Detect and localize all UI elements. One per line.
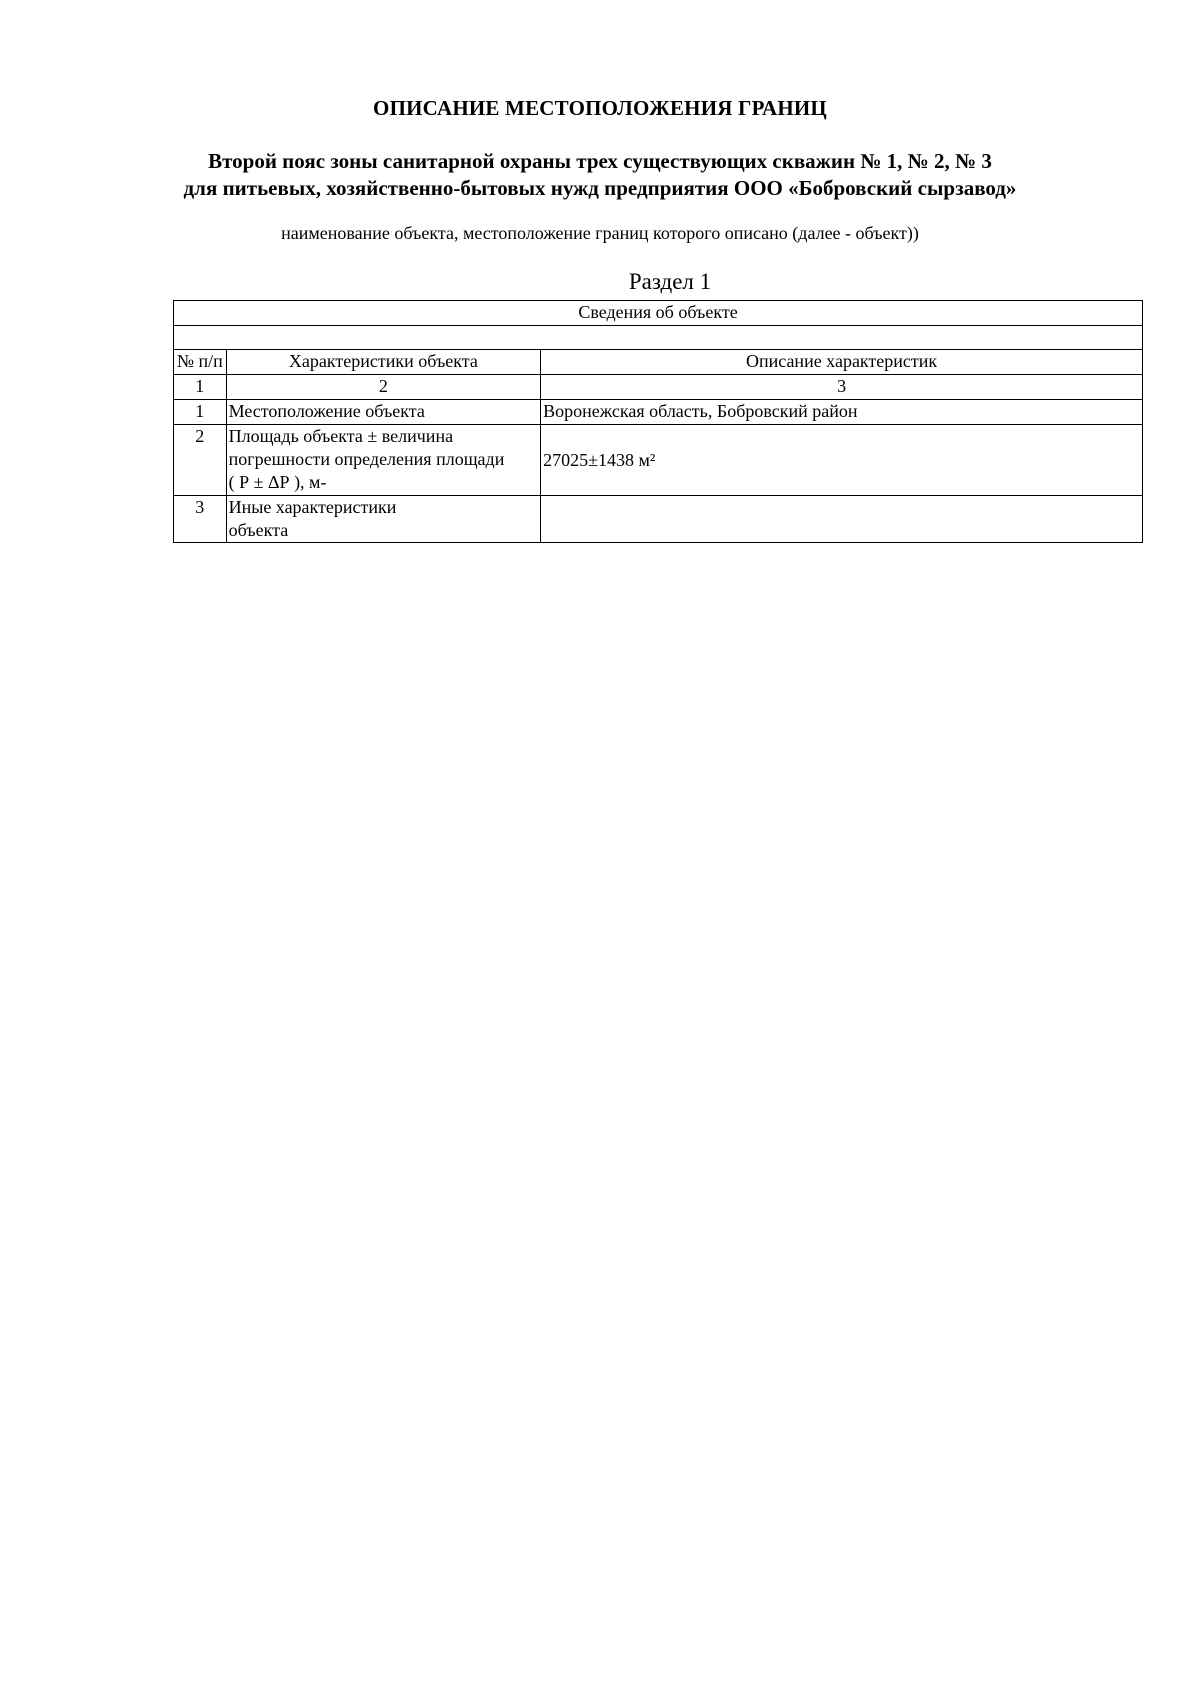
table-row	[174, 496, 1143, 543]
table-caption-row	[174, 301, 1143, 326]
table-row	[174, 400, 1143, 425]
object-info-table-container	[173, 300, 1143, 543]
table-header-row	[174, 350, 1143, 375]
header-description: Описание характеристик	[541, 350, 1143, 375]
characteristic-line: погрешности определения площади	[228, 449, 505, 469]
row-description	[541, 496, 1143, 543]
row-characteristic	[226, 496, 541, 543]
characteristic-line: объекта	[228, 520, 289, 540]
row-description: Воронежская область, Бобровский район	[541, 400, 1143, 425]
index-cell-2: 2	[226, 375, 541, 400]
table-row	[174, 425, 1143, 496]
table-blank-cell	[174, 326, 1143, 350]
characteristic-line: Площадь объекта ± величина	[228, 426, 454, 446]
subtitle-line-2: для питьевых, хозяйственно-бытовых нужд предприятия ООО «Бобровский сырзавод»	[183, 176, 1017, 200]
subtitle-line-1: Второй пояс зоны санитарной охраны трех существующих скважин № 1, № 2, № 3	[208, 149, 992, 173]
row-number: 2	[174, 425, 227, 496]
row-number: 3	[174, 496, 227, 543]
document-subtitle	[0, 148, 1200, 202]
row-characteristic	[226, 425, 541, 496]
index-cell-1: 1	[174, 375, 227, 400]
table-blank-row	[174, 326, 1143, 350]
row-number: 1	[174, 400, 227, 425]
index-cell-3: 3	[541, 375, 1143, 400]
object-name-note: наименование объекта, местоположение границ которого описано (далее - объект))	[281, 223, 919, 243]
object-info-table	[173, 300, 1143, 543]
header-number: № п/п	[174, 350, 227, 375]
row-characteristic: Местоположение объекта	[226, 400, 541, 425]
section-label: Раздел 1	[628, 269, 712, 294]
header-characteristic: Характеристики объекта	[226, 350, 541, 375]
characteristic-line: ( Р ± ΔР ), м-	[228, 472, 327, 492]
characteristic-line: Иные характеристики	[228, 497, 397, 517]
table-caption: Сведения об объекте	[174, 301, 1143, 326]
table-index-row	[174, 375, 1143, 400]
row-description: 27025±1438 м²	[541, 425, 1143, 496]
document-title: ОПИСАНИЕ МЕСТОПОЛОЖЕНИЯ ГРАНИЦ	[373, 96, 827, 120]
